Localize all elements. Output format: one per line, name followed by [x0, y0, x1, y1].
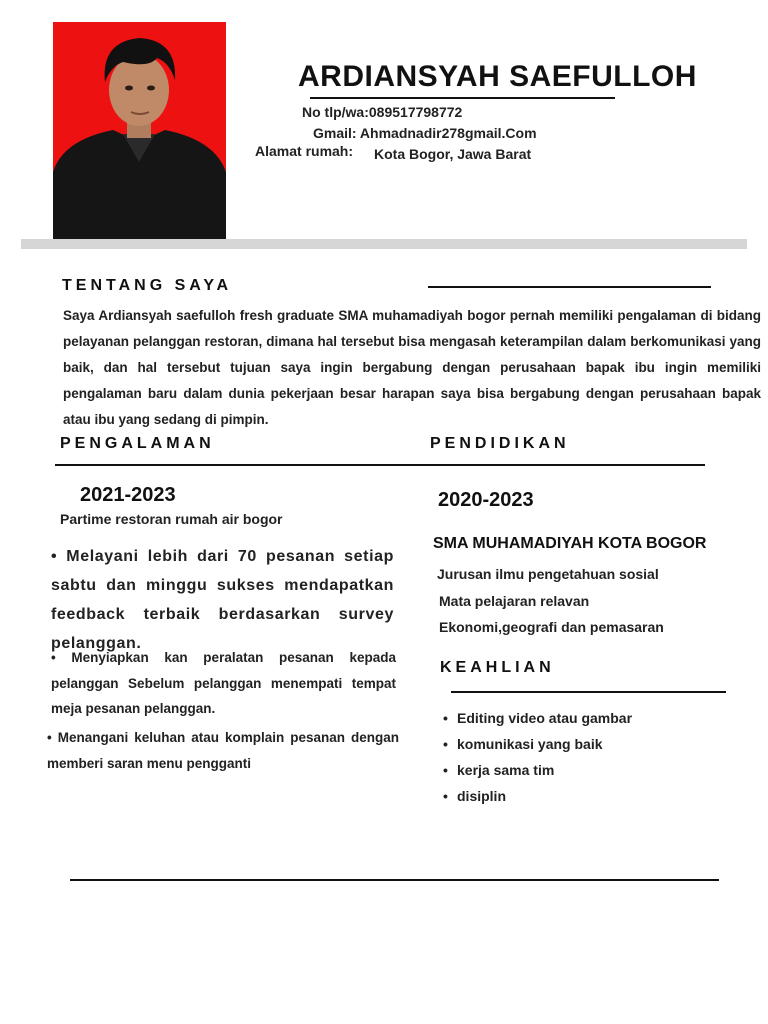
- section-divider: [55, 464, 705, 466]
- bullet-icon: •: [443, 710, 448, 726]
- person-name: ARDIANSYAH SAEFULLOH: [298, 60, 697, 93]
- person-silhouette-icon: [53, 22, 226, 240]
- experience-title: PENGALAMAN: [60, 435, 215, 452]
- experience-bullet: • Menangani keluhan atau komplain pesanan dengan memberi saran menu pengganti: [47, 730, 399, 771]
- education-years: 2020-2023: [438, 489, 534, 511]
- name-underline: [310, 97, 615, 99]
- email-text: Gmail: Ahmadnadir278gmail.Com: [313, 125, 537, 141]
- skill-label: Editing video atau gambar: [457, 710, 633, 726]
- skills-list: [443, 705, 632, 809]
- skill-label: komunikasi yang baik: [457, 736, 603, 752]
- profile-photo: [53, 22, 226, 240]
- footer-divider: [70, 879, 719, 881]
- address-label: Alamat rumah:: [255, 143, 354, 159]
- school-name: SMA MUHAMADIYAH KOTA BOGOR: [433, 535, 707, 552]
- about-title: TENTANG SAYA: [62, 277, 233, 294]
- experience-bullet: • Menyiapkan kan peralatan pesanan kepada pelanggan Sebelum pelanggan menempati tempat meja pesanan pelanggan.: [51, 650, 396, 716]
- subjects-text: Ekonomi,geografi dan pemasaran: [439, 619, 664, 635]
- skill-item: [443, 757, 632, 783]
- bullet-icon: •: [443, 736, 448, 752]
- about-paragraph: Saya Ardiansyah saefulloh fresh graduate SMA muhamadiyah bogor pernah memiliki pengalaman di bidang pelayanan pelanggan restoran, dimana hal tersebut bisa mengasah keterampilan dalam berkomunikasi yang baik, dan hal tersebut tujuan saya ingin bergabung dengan perusahaan bapak ibu ingin memiliki pengalaman baru dalam dunia pekerjaan besar harapan saya bisa bergabung dengan perusahaan bapak atau ibu yang sedang di pimpin.: [63, 308, 761, 427]
- education-title: PENDIDIKAN: [430, 435, 570, 452]
- subjects-label: Mata pelajaran relavan: [439, 593, 590, 609]
- skill-item: [443, 783, 632, 809]
- skills-title: KEAHLIAN: [440, 659, 555, 676]
- bullet-icon: •: [443, 762, 448, 778]
- about-title-line: [428, 286, 711, 288]
- major-text: Jurusan ilmu pengetahuan sosial: [437, 566, 659, 582]
- about-text: [63, 303, 761, 433]
- skills-title-line: [451, 691, 726, 693]
- skill-label: kerja sama tim: [457, 762, 555, 778]
- address-value: Kota Bogor, Jawa Barat: [374, 146, 532, 162]
- experience-years: 2021-2023: [80, 484, 176, 506]
- phone-text: No tlp/wa:089517798772: [302, 104, 463, 120]
- experience-bullet: • Melayani lebih dari 70 pesanan setiap sabtu dan minggu sukses mendapatkan feedback terbaik berdasarkan survey pelanggan.: [51, 548, 394, 652]
- bullet-icon: •: [443, 788, 448, 804]
- header-divider: [21, 239, 747, 249]
- skill-item: [443, 705, 632, 731]
- skill-item: [443, 731, 632, 757]
- skill-label: disiplin: [457, 788, 506, 804]
- job-title: Partime restoran rumah air bogor: [60, 511, 283, 527]
